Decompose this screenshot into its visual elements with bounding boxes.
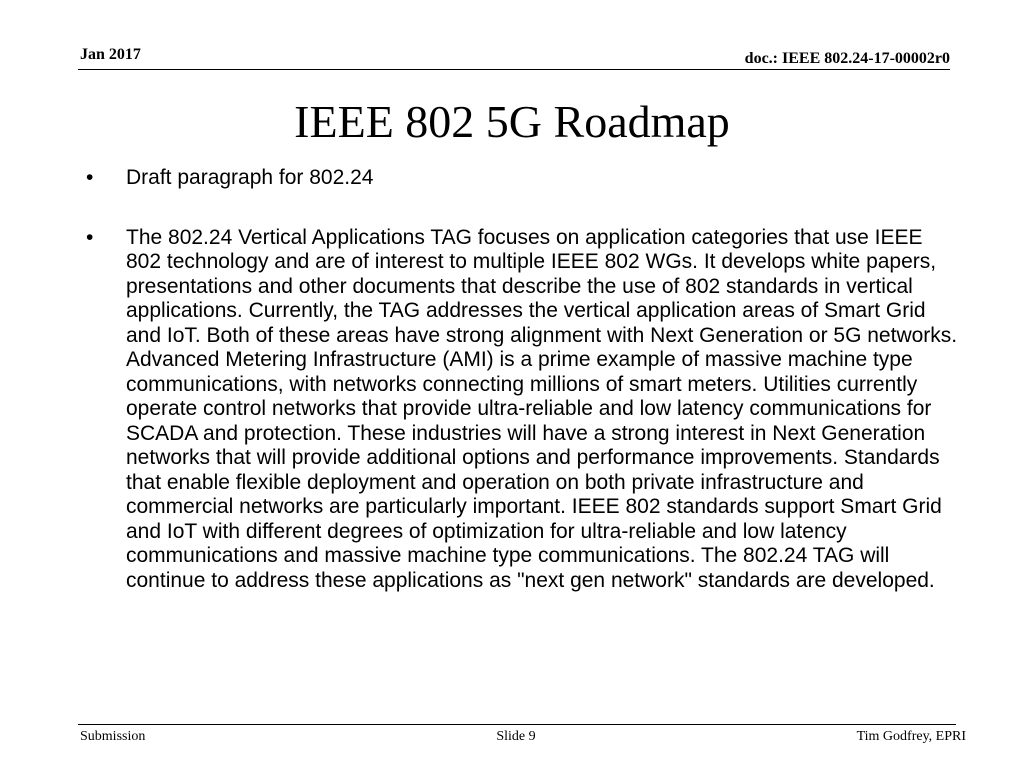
bullet-text: The 802.24 Vertical Applications TAG focuses on application categories that use IEEE 802 technology and are of interest to multiple IEEE 802 WGs. It develops white papers, presentations and other documents that describe the use of 802 standards in vertical applications. Currently, the TAG addresses the vertical application areas of Smart Grid and IoT. Both of these areas have strong alignment with Next Generation or 5G networks. Advanced Metering Infrastructure (AMI) is a prime example of massive machine type communications, with networks connecting millions of smart meters. Utilities currently operate control networks that provide ultra-reliable and low latency communications for SCADA and protection. These industries will have a strong interest in Next Generation networks that will provide additional options and performance improvements. Standards that enable flexible deployment and operation on both private infrastructure and commercial networks are particularly important. IEEE 802 standards support Smart Grid and IoT with different degrees of optimization for ultra-reliable and low latency communications and massive machine type communications. The 802.24 TAG will continue to address these applications as "next gen network" standards are developed. [126, 225, 958, 592]
bullet-text: Draft paragraph for 802.24 [126, 166, 374, 189]
footer-submission: Submission [80, 729, 146, 744]
bullet-list [84, 166, 958, 593]
slide-title: IEEE 802 5G Roadmap [294, 96, 730, 147]
header-doc-id: doc.: IEEE 802.24-17-00002r0 [744, 50, 950, 67]
bullet-item [84, 166, 958, 191]
header-date: Jan 2017 [80, 46, 141, 63]
bullet-dot-icon: • [86, 166, 94, 189]
footer-slide-number: Slide 9 [496, 729, 536, 744]
bullet-item [84, 226, 958, 594]
bullet-dot-icon: • [86, 225, 94, 249]
footer-author: Tim Godfrey, EPRI [856, 729, 966, 744]
header-divider [78, 69, 950, 70]
footer-divider [78, 724, 956, 725]
